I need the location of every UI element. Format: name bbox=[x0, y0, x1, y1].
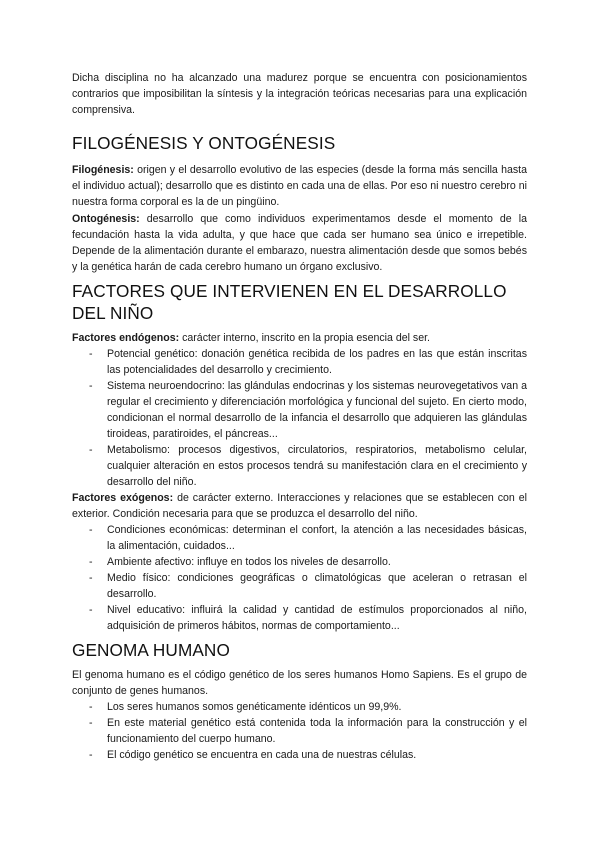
endogenos-term: Factores endógenos: bbox=[72, 332, 180, 344]
dash-marker: - bbox=[89, 380, 93, 393]
list-item-text: Nivel educativo: influirá la calidad y cantidad de estímulos proporcionados al niño, adquisición de primeros hábitos, normas de comportamiento... bbox=[107, 604, 527, 633]
exogenos-text: de carácter externo. Interacciones y relaciones que se establecen con el exterior. Condición necesaria para que se produzca el desarrollo del niño. bbox=[72, 492, 527, 521]
factores-exogenos-section bbox=[72, 490, 527, 634]
exogenos-term: Factores exógenos: bbox=[72, 492, 174, 504]
list-item-text: En este material genético está contenida toda la información para la construcción y el funcionamiento del cuerpo humano. bbox=[107, 717, 527, 746]
list-item-text: El código genético se encuentra en cada una de nuestras células. bbox=[107, 749, 417, 762]
exogenos-paragraph bbox=[72, 490, 527, 522]
list-item bbox=[72, 602, 527, 634]
endogenos-paragraph bbox=[72, 330, 527, 346]
dash-marker: - bbox=[89, 701, 93, 714]
list-item-text: Medio físico: condiciones geográficas o climatológicas que aceleran o retrasan el desarrollo. bbox=[107, 572, 527, 601]
dash-marker: - bbox=[89, 604, 93, 617]
list-item bbox=[72, 570, 527, 602]
list-item-text: Potencial genético: donación genética recibida de los padres en las que están inscritas las potencialidades del desarrollo y crecimiento. bbox=[107, 348, 527, 377]
dash-marker: - bbox=[89, 524, 93, 537]
list-item-text: Metabolismo: procesos digestivos, circulatorios, respiratorios, metabolismo celular, cualquier alteración en estos procesos tendrá su manifestación clara en el crecimiento y desarrollo del niño. bbox=[107, 444, 527, 489]
intro-paragraph: Dicha disciplina no ha alcanzado una madurez porque se encuentra con posicionamientos contrarios que imposibilitan la síntesis y la integración teóricas necesarias para una explicación comprensiva. bbox=[72, 72, 527, 117]
genoma-list bbox=[72, 699, 527, 763]
ontogenesis-text: desarrollo que como individuos experimentamos desde el momento de la fecundación hasta la vida adulta, y que hace que cada ser humano sea único e irrepetible. Depende de la alimentación durante el embarazo, nuestra alimentación desde que somos bebés y la genética harán de cada cerebro humano un órgano exclusivo. bbox=[72, 212, 527, 274]
ontogenesis-paragraph bbox=[72, 211, 527, 276]
exogenos-list bbox=[72, 522, 527, 634]
factores-endogenos-section bbox=[72, 330, 527, 490]
list-item bbox=[72, 554, 527, 570]
list-item bbox=[72, 747, 527, 763]
list-item-text: Ambiente afectivo: influye en todos los niveles de desarrollo. bbox=[107, 556, 391, 569]
dash-marker: - bbox=[89, 348, 93, 361]
dash-marker: - bbox=[89, 572, 93, 585]
endogenos-list bbox=[72, 346, 527, 490]
heading-factores: FACTORES QUE INTERVIENEN EN EL DESARROLLO DEL NIÑO bbox=[72, 281, 507, 323]
list-item bbox=[72, 715, 527, 747]
heading-genoma: GENOMA HUMANO bbox=[72, 640, 230, 660]
filogenesis-section bbox=[72, 162, 527, 275]
list-item bbox=[72, 378, 527, 442]
list-item bbox=[72, 699, 527, 715]
endogenos-text: carácter interno, inscrito en la propia esencia del ser. bbox=[179, 332, 430, 344]
heading-filogenesis: FILOGÉNESIS Y ONTOGÉNESIS bbox=[72, 133, 336, 153]
list-item bbox=[72, 522, 527, 554]
list-item-text: Sistema neuroendocrino: las glándulas endocrinas y los sistemas neurovegetativos van a regular el crecimiento y diferenciación morfológica y funcional del sujeto. En cierto modo, condicionan el normal desarrollo de la infancia el desarrollo que adquieren las glándulas tiroideas, paratiroides, el páncreas... bbox=[107, 380, 527, 441]
dash-marker: - bbox=[89, 556, 93, 569]
filogenesis-text: origen y el desarrollo evolutivo de las especies (desde la forma más sencilla hasta el individuo actual); desarrollo que es distinto en cada una de ellas. Por eso ni nuestro cerebro ni nuestra forma corporal es la de un pingüino. bbox=[72, 164, 527, 209]
list-item bbox=[72, 346, 527, 378]
dash-marker: - bbox=[89, 749, 93, 762]
ontogenesis-term: Ontogénesis: bbox=[72, 212, 140, 225]
list-item-text: Condiciones económicas: determinan el confort, la atención a las necesidades básicas, la alimentación, cuidados... bbox=[107, 524, 527, 553]
list-item-text: Los seres humanos somos genéticamente idénticos un 99,9%. bbox=[107, 701, 402, 714]
genoma-paragraph: El genoma humano es el código genético de los seres humanos Homo Sapiens. Es el grupo de conjunto de genes humanos. bbox=[72, 669, 527, 698]
genoma-section bbox=[72, 667, 527, 763]
dash-marker: - bbox=[89, 444, 93, 457]
dash-marker: - bbox=[89, 717, 93, 730]
filogenesis-term: Filogénesis: bbox=[72, 164, 134, 176]
list-item bbox=[72, 442, 527, 490]
filogenesis-paragraph bbox=[72, 162, 527, 211]
